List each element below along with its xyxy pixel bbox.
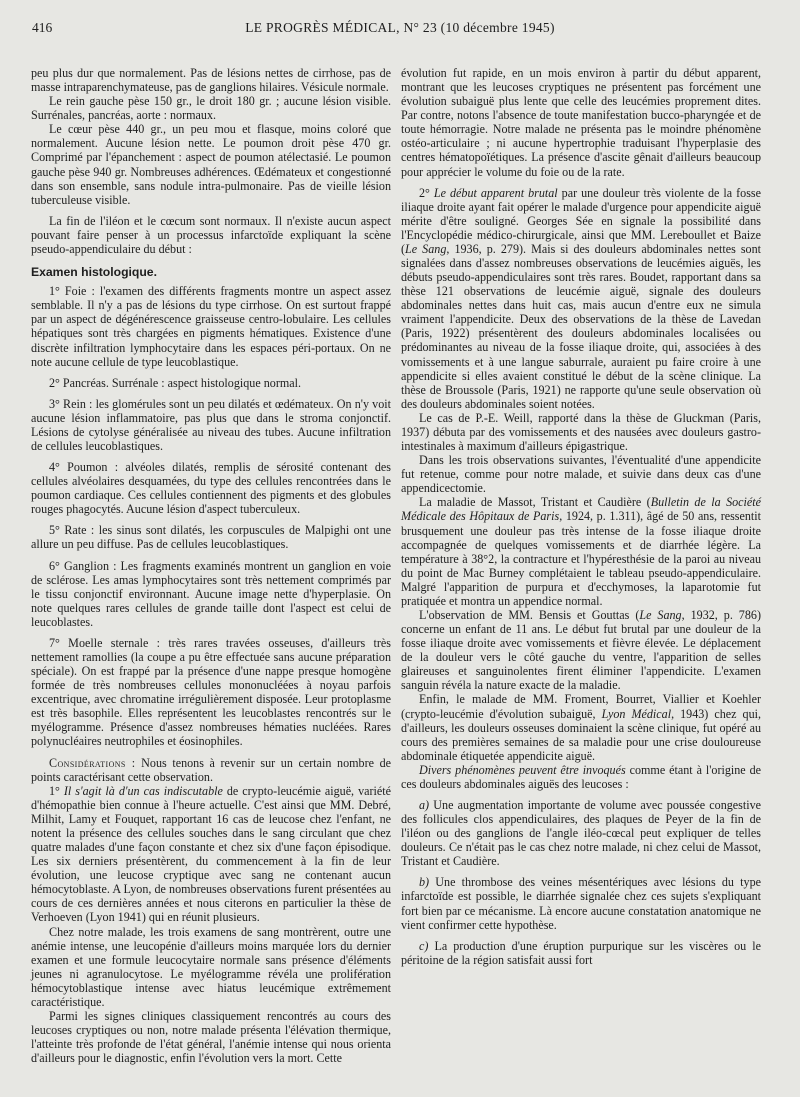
text-run: , 1936, p. 279). Mais si des douleurs abdominales nettes sont signalées dans d'assez nombreuses observations de leucémies aiguës, les débuts pseudo-appendiculaires sont très rares. Boudet, rapportant dans sa thèse 121 observations de leucémie aiguë, signale des douleurs abdominales nettes dans huit cas, mais aucun d'entre eux ne simula vraiment l'appendicite. Deux des observations de la thèse de Lavedan (Paris, 1922) présentèrent des douleurs abdominales localisées ou prédominantes au niveau de la fosse iliaque droite, qui, associées à des vomissements et à une langue saburrale, auraient pu faire croire à une appendicite si elles avaient constitué le début de la scène clinique. La thèse de Broussole (Paris, 1921) ne rapporte qu'une seule observation où des douleurs abdominales soient notées. — [401, 241, 761, 411]
text-run: Nous tenons à revenir sur un certain nombre de points caractérisant cette observation. — [31, 755, 391, 784]
paragraph — [31, 784, 391, 925]
paragraph: 6° Ganglion : Les fragments examinés montrent un ganglion en voie de sclérose. Les amas lymphocytaires sont très nettement comprimés par le tissu conjonctif environnant. Aucune image nette d'hyperplasie. On note quelques rares cellules de grande taille dont l'aspect est celui de leucoblastes. — [31, 558, 391, 629]
text-run: La maladie de Massot, Tristant et Caudière ( — [419, 495, 651, 510]
journal-title: LE PROGRÈS MÉDICAL, N° 23 (10 décembre 1945) — [245, 20, 555, 35]
list-letter: a) — [419, 797, 430, 812]
italic-phrase: Divers phénomènes peuvent être invoqués — [419, 762, 626, 777]
text-run: 1° — [49, 783, 64, 798]
right-column — [401, 66, 761, 967]
paragraph — [401, 186, 761, 411]
paragraph: Chez notre malade, les trois examens de sang montrèrent, outre une anémie intense, une leucopénie d'ailleurs moins marquée lors du dernier examen et une formule leucocytaire normale sans présence d'éléments jeunes ni agranulocytose. Le myélogramme révéla une prolifération hémocytoblastique intense avec hiatus leucémique extrêmement caractéristique. — [31, 924, 391, 1009]
paragraph: Le cas de P.-E. Weill, rapporté dans la thèse de Gluckman (Paris, 1937) débuta par des vomissements et des nausées avec douleurs gastro-intestinales à maximum d'ailleurs épigastrique. — [401, 410, 761, 454]
paragraph: 7° Moelle sternale : très rares travées osseuses, d'ailleurs très nettement ramollies (la coupe a pu être effectuée sans aucune préparation spéciale). On est frappé par la présence d'une nappe presque homogène formée de très nombreuses cellules mononucléées à noyau parfois excentrique, avec chromatine irrégulièrement disposée. Leur protoplasme est très basophile. Elles représentent les leucoblastes rencontrés sur le myélogramme. Présence d'assez nombreuses hématies nucléées. Rares polynucléaires neutrophiles et éosinophiles. — [31, 635, 391, 749]
text-run: comme étant à l'origine de ces douleurs abdominales aiguës des leucoses : — [401, 762, 762, 791]
paragraph — [31, 756, 391, 784]
text-run: , 1924, p. 1.311), âgé de 50 ans, ressentit brusquement une douleur pas très intense de la fosse iliaque droite accompagnée de quelques vomissements et de diarrhée légère. La température à 38°2, la contracture et l'hypéresthésie de la paroi au niveau du point de Mac Burney complétaient le tableau pseudo-appendiculaire. Malgré l'apparition de purpura et d'ecchymoses, la laparotomie fut pratiquée et montra un appendice normal. — [401, 509, 762, 608]
text-run: L'observation de MM. Bensis et Gouttas ( — [419, 607, 640, 622]
text-run: , 1932, p. 786) concerne un enfant de 11 ans. Le début fut brutal par une douleur de la fosse iliaque droite avec vomissements et fièvre élevée. Le déplacement de la douleur vers le côté gauche du ventre, l'apparition de selles glaireuses et sanguinolentes firent éliminer l'appendicite. L'examen sanguin révéla la nature exacte de la maladie. — [401, 607, 761, 693]
paragraph: Le cœur pèse 440 gr., un peu mou et flasque, moins coloré que normalement. Aucune lésion nette. Le poumon droit pèse 470 gr. Comprimé par l'épanchement : aspect de poumon atélectasié. Le poumon gauche pèse 940 gr. Nombreuses adhérences. Œdémateux et congestionné dans son ensemble, sans nodule intra-pulmonaire. Pas de vieille lésion tuberculeuse visible. — [31, 122, 391, 207]
paragraph — [401, 692, 761, 762]
paragraph — [401, 939, 761, 967]
italic-phrase: Il s'agit là d'un cas indiscutable — [63, 783, 223, 798]
considerations-lead: Considérations : — [49, 755, 136, 770]
text-run: de crypto-leucémie aiguë, variété d'hémopathie bien connue à l'heure actuelle. C'est ainsi que MM. Debré, Milhit, Lamy et Fouquet, rapportant 16 cas de leucose chez l'enfant, ne notent la présence des cellules souches dans le sang circulant que chez quatre malades d'une façon constante et chez six d'une façon épisodique. Les six derniers présentèrent, du commencement à la fin de leur évolution, une leucose cryptique avec sang ne contenant aucun hémocytoblaste. A Lyon, de nombreuses observations furent présentées au cours de ces dernières années et nous citerons en particulier la thèse de Verhoeven (Lyon 1941) qui en réunit plusieurs. — [31, 783, 391, 925]
paragraph: peu plus dur que normalement. Pas de lésions nettes de cirrhose, pas de masse intraparenchymateuse, pas de ganglions hilaires. Vésicule normale. — [31, 66, 391, 95]
paragraph: évolution fut rapide, en un mois environ à partir du début apparent, montrant que les leucoses cryptiques ne présentent pas forcément une évolution subaiguë plus lente que celle des leucémies proprement dites. Par contre, notons l'absence de toute manifestation bucco-pharyngée et de toute hémorragie. Notre malade ne présenta pas le moindre phénomène ostéo-articulaire ; ni aucune hypertrophie traduisant l'hyperplasie des centres hématopoïétiques. La présence d'ascite gênait d'ailleurs beaucoup pour apprécier le volume du foie ou de la rate. — [401, 66, 761, 179]
left-column — [31, 66, 391, 1065]
paragraph — [401, 875, 761, 931]
paragraph — [401, 798, 761, 868]
text-run: 2° — [419, 185, 434, 200]
paragraph: Dans les trois observations suivantes, l'éventualité d'une appendicite fut retenue, comme pour notre malade, et suivie dans deux cas d'une appendicectomie. — [401, 453, 761, 496]
paragraph — [401, 763, 761, 791]
text-run: , 1943) chez qui, d'ailleurs, les douleurs osseuses dominaient la scène clinique, fut opéré au cours des premières semaines de sa maladie pour une crise douloureuse abdominale étiquetée appendicite aiguë. — [401, 706, 762, 763]
citation: Le Sang — [405, 241, 447, 256]
text-run: Enfin, le malade de MM. Froment, Bourret, Viallier et Koehler (crypto-leucémie d'évolution subaiguë, — [401, 692, 761, 721]
list-letter: c) — [419, 938, 429, 953]
paragraph: 4° Poumon : alvéoles dilatés, remplis de sérosité contenant des cellules alvéolaires desquamées, du type des cellules rencontrées dans le poumon cardiaque. Ces cellules contiennent des pigments et des globules rouges phagocytés. Aucune lésion d'aspect tuberculeux. — [31, 460, 391, 517]
citation: Bulletin de la Société Médicale des Hôpitaux de Paris — [401, 495, 761, 524]
paragraph: Parmi les signes cliniques classiquement rencontrés au cours des leucoses cryptiques ou non, notre malade présenta l'élévation thermique, l'atteinte très profonde de l'état général, l'anémie intense qui nous orienta d'ailleurs pour le diagnostic, enfin l'évolution vers la mort. Cette — [31, 1008, 391, 1066]
paragraph: Le rein gauche pèse 150 gr., le droit 180 gr. ; aucune lésion visible. Surrénales, pancréas, aorte : normaux. — [31, 94, 391, 123]
paragraph: 1° Foie : l'examen des différents fragments montre un aspect assez semblable. Il n'y a pas de lésions du type cirrhose. On est surtout frappé par un aspect de dégénérescence graisseuse centro-lobulaire. Les cellules hépatiques sont très chargées en pigments hématiques. Existence d'une discrète infiltration lymphocytaire dans les espaces péri-portaux. On ne note aucune cellule de type leucoblastique. — [31, 284, 391, 369]
paragraph: 3° Rein : les glomérules sont un peu dilatés et œdémateux. On n'y voit aucune lésion inflammatoire, pas plus que dans le stroma conjonctif. Lésions de cytolyse généralisée au niveau des tubes. Aucune infiltration de cellules leucoblastiques. — [31, 396, 391, 453]
citation: Le Sang — [639, 607, 682, 622]
text-run: La production d'une éruption purpurique sur les viscères ou le péritoine de la région satisfait aussi fort — [401, 938, 761, 967]
paragraph: 2° Pancréas. Surrénale : aspect histologique normal. — [49, 375, 302, 390]
section-heading: Examen histologique. — [31, 265, 157, 280]
paragraph: La fin de l'iléon et le cœcum sont normaux. Il n'existe aucun aspect pouvant faire penser à un processus infarctoïde expliquant la scène pseudo-appendiculaire du début : — [31, 213, 391, 256]
paragraph — [401, 495, 761, 608]
citation: Lyon Médical — [601, 706, 672, 721]
italic-phrase: Le début apparent brutal — [433, 185, 558, 200]
text-run: par une douleur très violente de la fosse iliaque droite ayant fait opérer le malade d'urgence pour appendicite aiguë mérite d'être souligné. Georges Sée en signale la possibilité dans l'Encyclopédie médico-chirurgicale, ainsi que MM. Lereboullet et Baize ( — [401, 185, 761, 256]
paragraph: 5° Rate : les sinus sont dilatés, les corpuscules de Malpighi ont une allure un peu diffuse. Pas de cellules leucoblastiques. — [31, 523, 391, 552]
text-run: Une augmentation importante de volume avec poussée congestive des follicules clos appendiculaires, des plaques de Peyer de la fin de l'iléon ou des ganglions de l'angle iléo-cœcal peut expliquer de telles douleurs. Ce n'était pas le cas chez notre malade, ni chez celui de Massot, Tristant et Caudière. — [401, 797, 761, 869]
text-run: Une thrombose des veines mésentériques avec lésions du type infarctoïde est possible, le diarrhée signalée chez ces sujets s'expliquant fort bien par ce mécanisme. Là encore aucune constatation anatomique ne vient confirmer cette hypothèse. — [401, 875, 761, 932]
paragraph — [401, 608, 761, 692]
list-letter: b) — [419, 875, 430, 890]
running-header — [32, 20, 768, 40]
page-number: 416 — [32, 20, 53, 35]
